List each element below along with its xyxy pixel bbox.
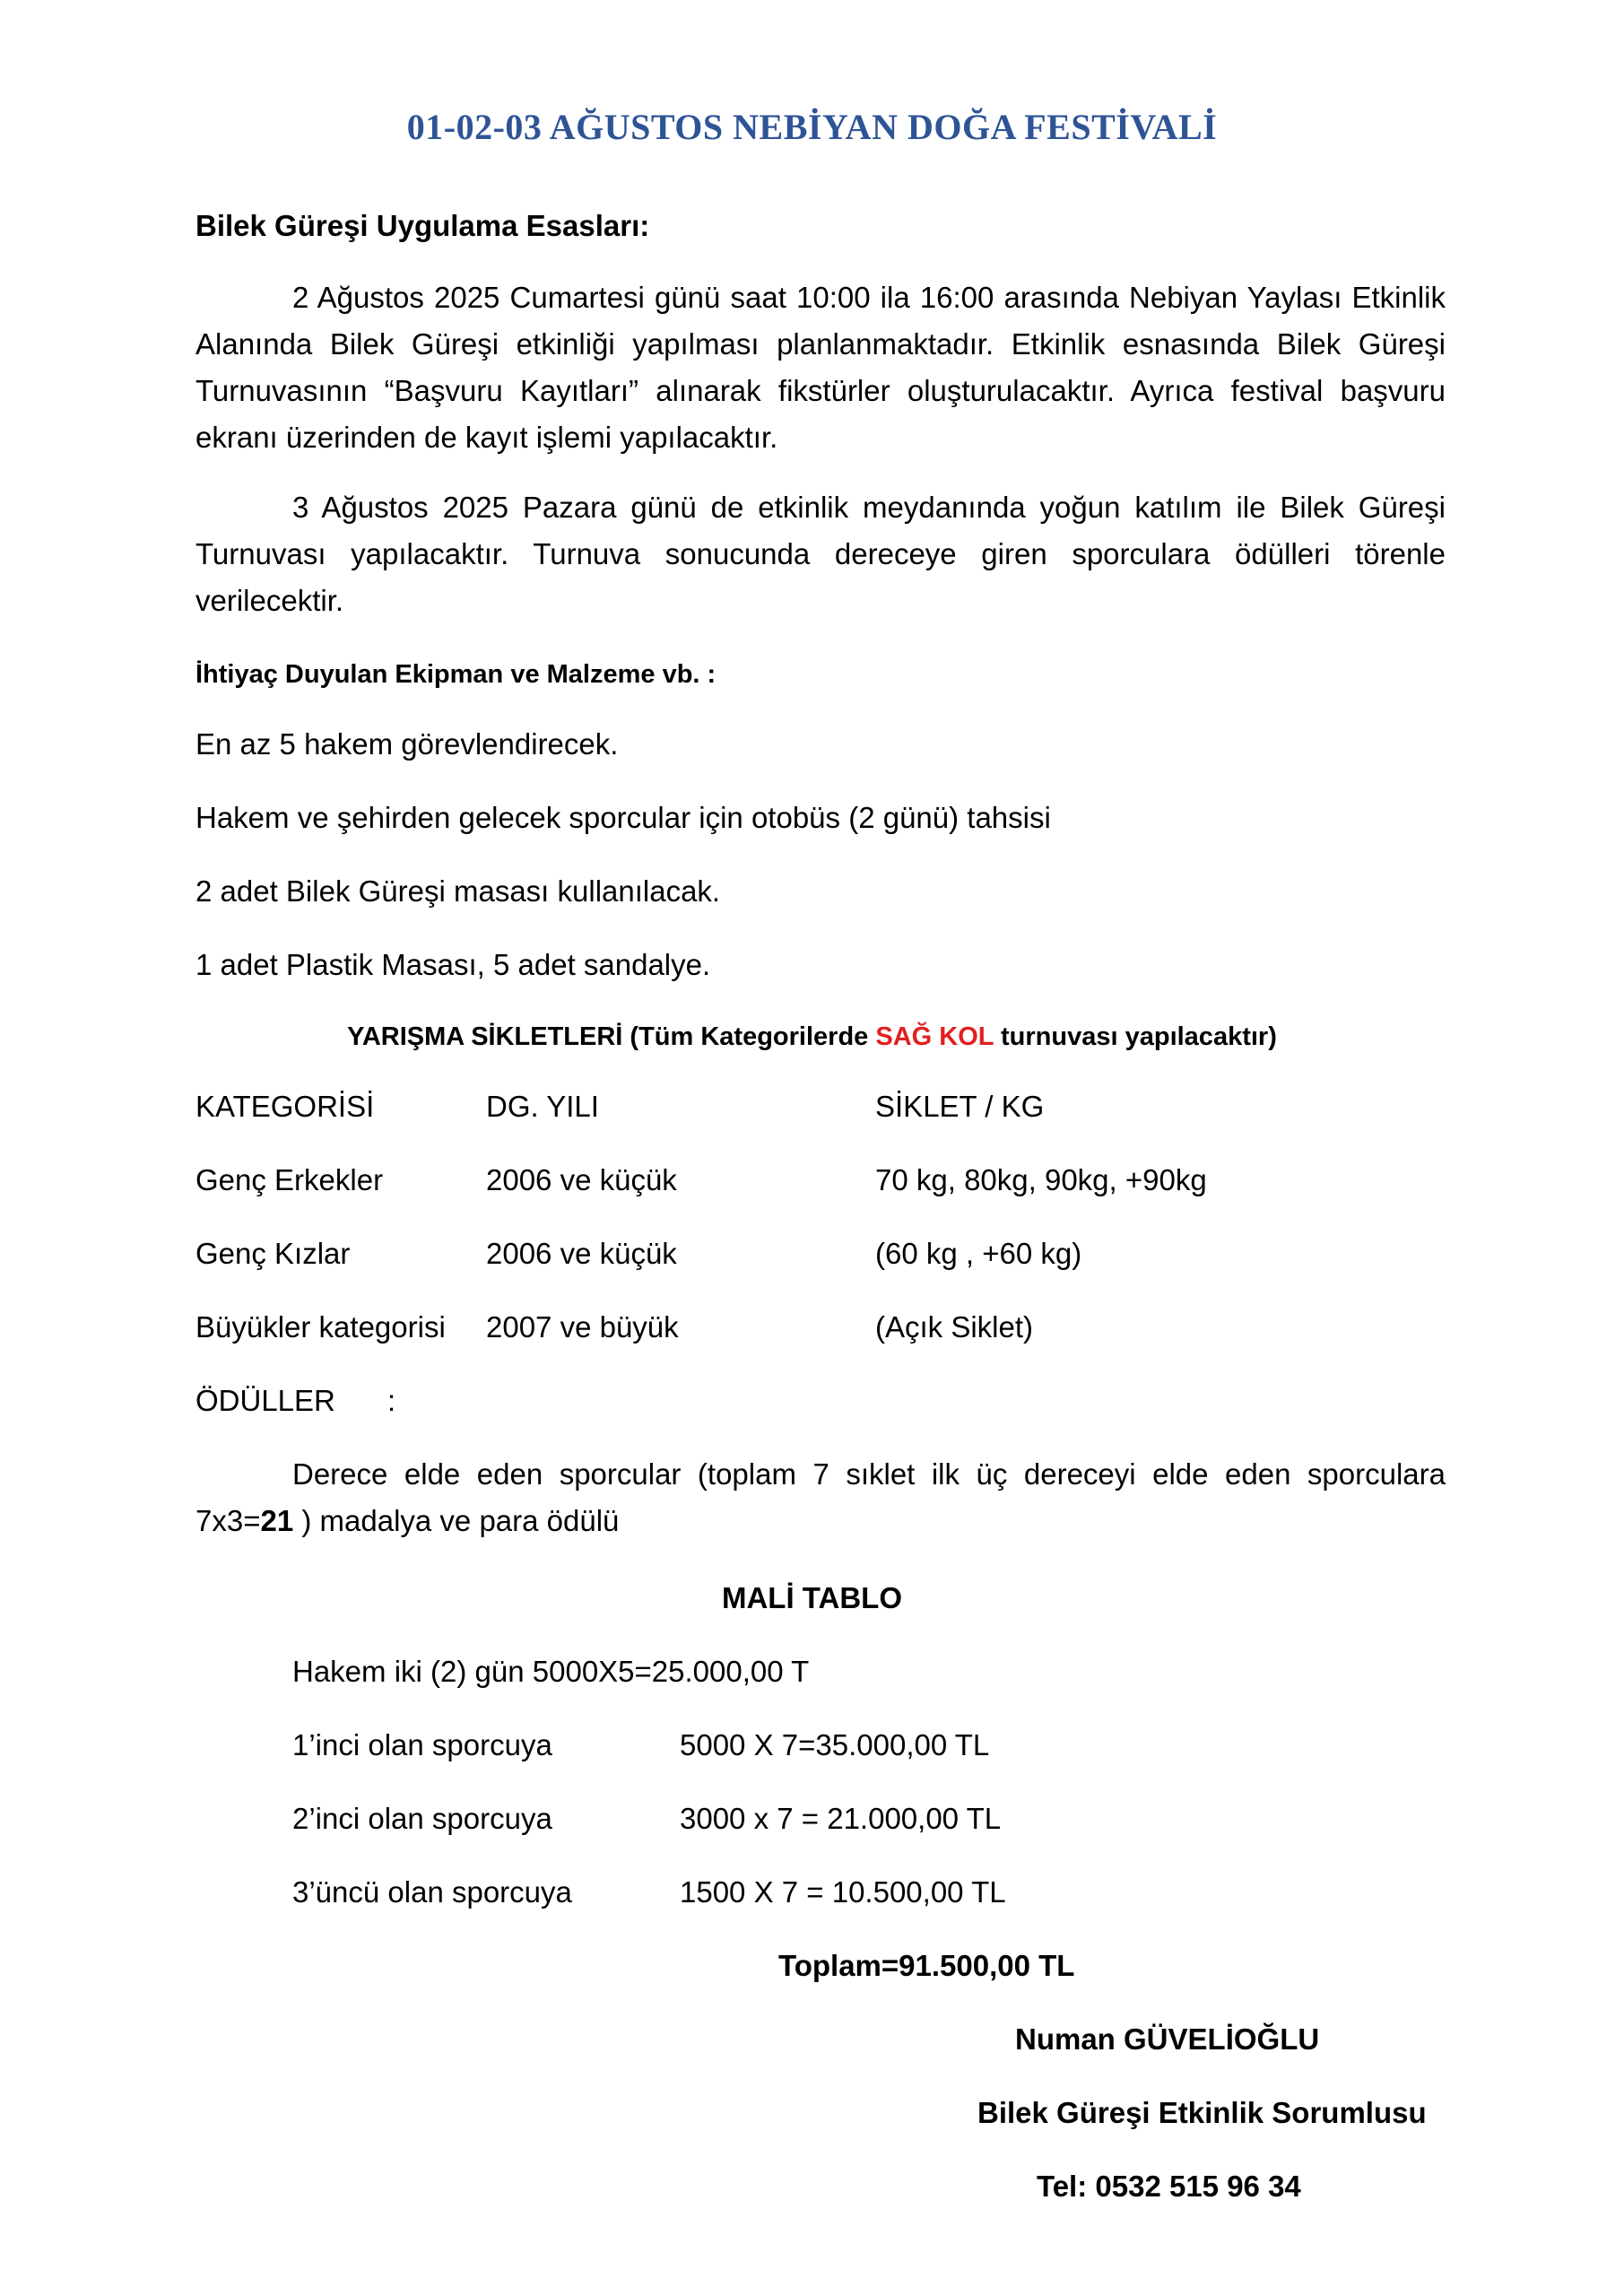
- table-cell: (Açık Siklet): [875, 1310, 1034, 1344]
- table-cell: 70 kg, 80kg, 90kg, +90kg: [875, 1163, 1207, 1196]
- weights-heading-prefix: YARIŞMA SİKLETLERİ (Tüm Kategorilerde: [347, 1022, 876, 1051]
- awards-label: ÖDÜLLER: [195, 1384, 335, 1417]
- table-cell: 2007 ve büyük: [486, 1310, 679, 1344]
- equipment-item: 2 adet Bilek Güreşi masası kullanılacak.: [195, 874, 721, 908]
- prize-amount: 1500 X 7 = 10.500,00 TL: [680, 1875, 1006, 1909]
- equipment-heading: İhtiyaç Duyulan Ekipman ve Malzeme vb. :: [195, 660, 716, 689]
- column-header-birth-year: DG. YILI: [486, 1090, 599, 1123]
- equipment-item: En az 5 hakem görevlendirecek.: [195, 727, 619, 761]
- signature-role: Bilek Güreşi Etkinlik Sorumlusu: [977, 2096, 1427, 2129]
- weights-heading-suffix: turnuvası yapılacaktır): [993, 1022, 1277, 1051]
- page-title: 01-02-03 AĞUSTOS NEBİYAN DOĞA FESTİVALİ: [406, 107, 1218, 147]
- prize-amount: 5000 X 7=35.000,00 TL: [680, 1728, 990, 1761]
- table-cell: 2006 ve küçük: [486, 1237, 677, 1270]
- awards-paragraph: [195, 1451, 1446, 1544]
- signature-phone: Tel: 0532 515 96 34: [1037, 2170, 1301, 2203]
- prize-amount: 3000 x 7 = 21.000,00 TL: [680, 1802, 1002, 1835]
- table-cell: Genç Erkekler: [195, 1163, 384, 1196]
- table-cell: Büyükler kategorisi: [195, 1310, 446, 1344]
- equipment-item: 1 adet Plastik Masası, 5 adet sandalye.: [195, 948, 711, 981]
- prize-label: 3’üncü olan sporcuya: [292, 1875, 572, 1909]
- section-heading: Bilek Güreşi Uygulama Esasları:: [195, 209, 650, 242]
- paragraph-2: 3 Ağustos 2025 Pazara günü de etkinlik meydanında yoğun katılım ile Bilek Güreşi Turnuvası yapılacaktır. Turnuva sonucunda dereceye giren sporculara ödülleri törenle verilecektir.: [195, 491, 1446, 617]
- awards-colon: :: [387, 1384, 396, 1417]
- awards-text-end: ) madalya ve para ödülü: [293, 1504, 620, 1537]
- column-header-weight: SİKLET / KG: [875, 1090, 1045, 1123]
- prize-label: 1’inci olan sporcuya: [292, 1728, 552, 1761]
- weights-heading: [0, 1013, 1624, 1060]
- paragraph-1: 2 Ağustos 2025 Cumartesi günü saat 10:00 ila 16:00 arasında Nebiyan Yaylası Etkinlik Alanında Bilek Güreşi etkinliği yapılması planlanmaktadır. Etkinlik esnasında Bilek Güreşi Turnuvasının “Başvuru Kayıtları” alınarak fikstürler oluşturulacaktır. Ayrıca festival başvuru ekranı üzerinden de kayıt işlemi yapılacaktır.: [195, 281, 1446, 454]
- column-header-category: KATEGORİSİ: [195, 1090, 375, 1123]
- table-cell: Genç Kızlar: [195, 1237, 351, 1270]
- finance-total: Toplam=91.500,00 TL: [778, 1949, 1075, 1982]
- equipment-item: Hakem ve şehirden gelecek sporcular için otobüs (2 günü) tahsisi: [195, 801, 1051, 834]
- finance-heading: MALİ TABLO: [721, 1581, 902, 1614]
- awards-text: Derece elde eden sporcular (toplam 7 sıklet ilk üç dereceyi elde eden sporculara 7x3=: [195, 1457, 1446, 1537]
- referee-fee-line: Hakem iki (2) gün 5000X5=25.000,00 T: [292, 1655, 810, 1688]
- table-cell: (60 kg , +60 kg): [875, 1237, 1082, 1270]
- table-cell: 2006 ve küçük: [486, 1163, 677, 1196]
- weights-heading-highlight: SAĞ KOL: [875, 1022, 994, 1051]
- signature-name: Numan GÜVELİOĞLU: [1015, 2022, 1320, 2056]
- awards-count: 21: [260, 1504, 294, 1537]
- prize-label: 2’inci olan sporcuya: [292, 1802, 552, 1835]
